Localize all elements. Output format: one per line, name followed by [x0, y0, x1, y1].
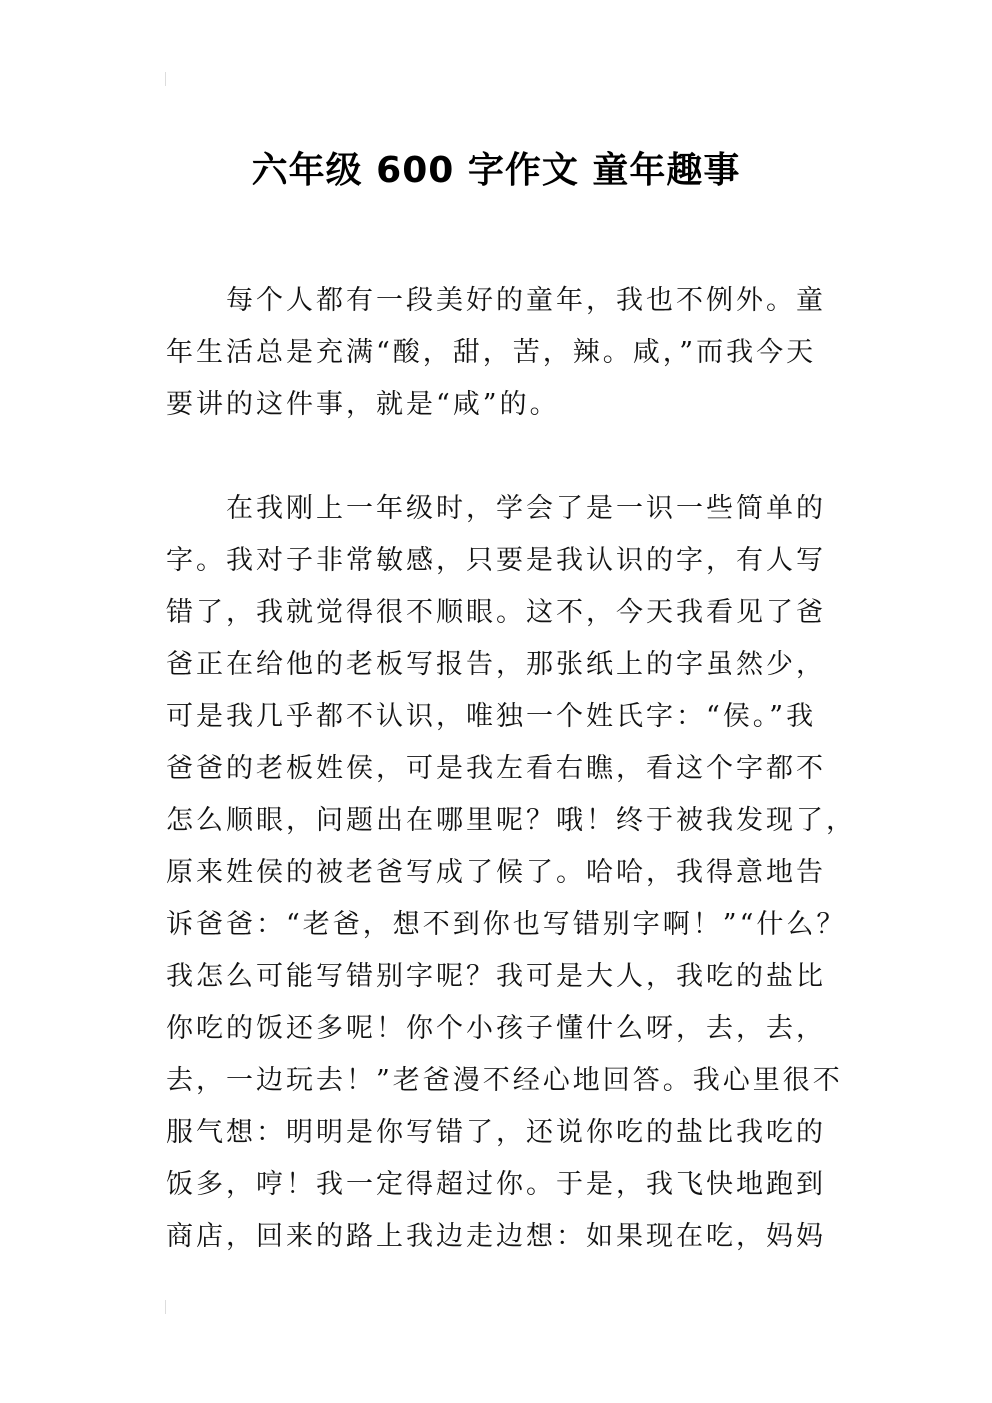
text-line: 字。我对子非常敏感，只要是我认识的字，有人写 [166, 545, 826, 576]
text-line: 爸爸的老板姓侯，可是我左看右瞧，看这个字都不 [166, 753, 826, 784]
paragraph-1 [166, 275, 846, 431]
text-line: 我怎么可能写错别字呢？我可是大人，我吃的盐比 [166, 961, 826, 992]
text-line: 饭多，哼！我一定得超过你。于是，我飞快地跑到 [166, 1169, 826, 1200]
text-line: 服气想：明明是你写错了，还说你吃的盐比我吃的 [166, 1117, 826, 1148]
page-margin-mark [165, 72, 166, 86]
text-line: 可是我几乎都不认识，唯独一个姓氏字：“侯。”我 [166, 701, 817, 732]
text-line: 你吃的饭还多呢！你个小孩子懂什么呀，去，去， [166, 1013, 826, 1044]
text-line: 在我刚上一年级时，学会了是一识一些简单的 [226, 493, 826, 524]
text-line: 诉爸爸：“老爸，想不到你也写错别字啊！”“什么？ [166, 909, 847, 940]
text-line: 每个人都有一段美好的童年，我也不例外。童 [226, 285, 826, 316]
text-line: 年生活总是充满“酸，甜，苦，辣。咸，”而我今天 [166, 337, 817, 368]
page-margin-mark [165, 1300, 166, 1314]
text-line: 商店，回来的路上我边走边想：如果现在吃，妈妈 [166, 1221, 826, 1252]
text-line: 原来姓侯的被老爸写成了候了。哈哈，我得意地告 [166, 857, 826, 888]
text-line: 要讲的这件事，就是“咸”的。 [166, 389, 560, 420]
paragraph-2 [166, 483, 856, 1263]
text-line: 错了，我就觉得很不顺眼。这不，今天我看见了爸 [166, 597, 826, 628]
text-line: 去，一边玩去！”老爸漫不经心地回答。我心里很不 [166, 1065, 843, 1096]
document-title: 六年级 600 字作文 童年趣事 [251, 150, 741, 192]
text-line: 怎么顺眼，问题出在哪里呢？哦！终于被我发现了， [166, 805, 856, 836]
text-line: 爸正在给他的老板写报告，那张纸上的字虽然少， [166, 649, 826, 680]
